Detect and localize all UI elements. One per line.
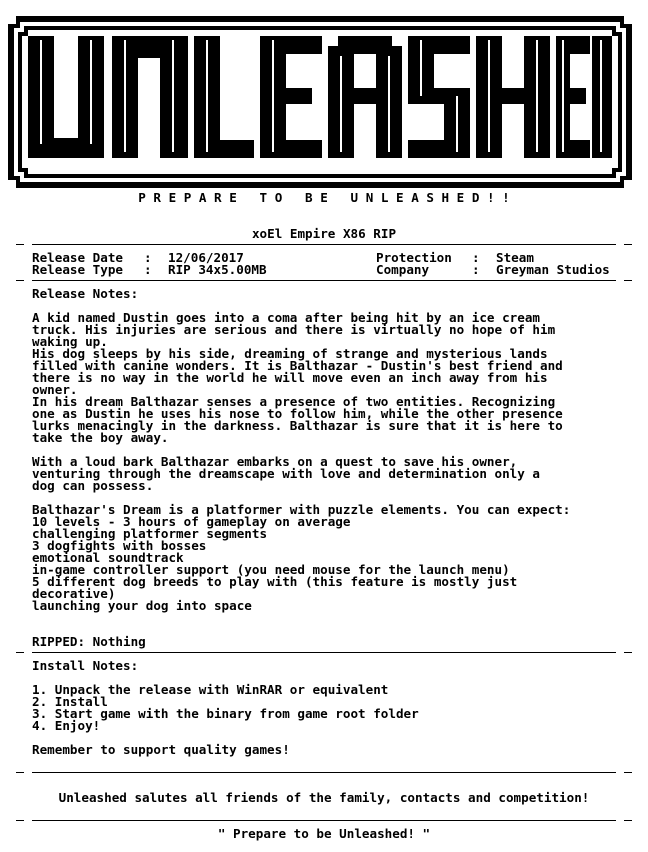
info-sep: : <box>472 262 480 277</box>
release-note-line: waking up. <box>32 334 108 349</box>
rule-right-tick <box>624 772 632 773</box>
release-note-line: dog can possess. <box>32 478 154 493</box>
release-note-line: there is no way in the world he will move even an inch away from his <box>32 370 548 385</box>
install-footer: Remember to support quality games! <box>32 742 290 757</box>
release-note-line: lurks menacingly in the darkness. Balthazar is sure that it is here to <box>32 418 563 433</box>
rule <box>32 820 616 821</box>
release-note-line: take the boy away. <box>32 430 169 445</box>
release-note-line: A kid named Dustin goes into a coma after being hit by an ice cream <box>32 310 540 325</box>
rule-right-tick <box>624 280 632 281</box>
closing-line: " Prepare to be Unleashed! " <box>217 826 431 841</box>
ripped-line: RIPPED: Nothing <box>32 634 146 649</box>
release-note-line: 3 dogfights with bosses <box>32 538 207 553</box>
rule-left-tick <box>16 280 24 281</box>
tagline: P R E P A R E T O B E U N L E A S H E D ! ! <box>138 190 510 205</box>
rule-right-tick <box>624 820 632 821</box>
unleashed-logo <box>8 16 632 188</box>
release-note-line: 10 levels - 3 hours of gameplay on average <box>32 514 351 529</box>
release-notes-heading: Release Notes: <box>32 286 139 301</box>
release-note-line: decorative) <box>32 586 116 601</box>
info-sep: : <box>472 250 480 265</box>
release-date-label: Release Date <box>32 250 123 265</box>
company-value: Greyman Studios <box>496 262 610 277</box>
info-sep: : <box>144 250 152 265</box>
release-note-line: filled with canine wonders. It is Balthazar - Dustin's best friend and <box>32 358 563 373</box>
install-notes-heading: Install Notes: <box>32 658 139 673</box>
release-note-line: 5 different dog breeds to play with (this feature is mostly just <box>32 574 518 589</box>
rule <box>32 280 616 281</box>
protection-label: Protection <box>376 250 452 265</box>
release-note-line: Balthazar's Dream is a platformer with puzzle elements. You can expect: <box>32 502 571 517</box>
rule-right-tick <box>624 244 632 245</box>
rule-left-tick <box>16 652 24 653</box>
release-title: xoEl Empire X86 RIP <box>251 226 397 241</box>
protection-value: Steam <box>496 250 534 265</box>
release-note-line: With a loud bark Balthazar embarks on a quest to save his owner, <box>32 454 518 469</box>
rule-right-tick <box>624 652 632 653</box>
release-note-line: His dog sleeps by his side, dreaming of strange and mysterious lands <box>32 346 548 361</box>
release-note-line: truck. His injuries are serious and there is virtually no hope of him <box>32 322 556 337</box>
release-type-value: RIP 34x5.00MB <box>168 262 267 277</box>
install-step: 2. Install <box>32 694 108 709</box>
release-note-line: in-game controller support (you need mouse for the launch menu) <box>32 562 510 577</box>
install-step: 4. Enjoy! <box>32 718 101 733</box>
company-label: Company <box>376 262 430 277</box>
release-date-value: 12/06/2017 <box>168 250 244 265</box>
salute-line: Unleashed salutes all friends of the family, contacts and competition! <box>58 790 590 805</box>
rule <box>32 652 616 653</box>
release-note-line: venturing through the dreamscape with love and determination only a <box>32 466 540 481</box>
release-note-line: emotional soundtrack <box>32 550 184 565</box>
release-note-line: challenging platformer segments <box>32 526 268 541</box>
install-step: 1. Unpack the release with WinRAR or equivalent <box>32 682 389 697</box>
release-note-line: launching your dog into space <box>32 598 252 613</box>
release-type-label: Release Type <box>32 262 123 277</box>
info-sep: : <box>144 262 152 277</box>
rule <box>32 772 616 773</box>
release-note-line: In his dream Balthazar senses a presence of two entities. Recognizing <box>32 394 556 409</box>
install-step: 3. Start game with the binary from game root folder <box>32 706 419 721</box>
rule-left-tick <box>16 244 24 245</box>
rule-left-tick <box>16 772 24 773</box>
release-note-line: one as Dustin he uses his nose to follow him, while the other presence <box>32 406 563 421</box>
rule <box>32 244 616 245</box>
rule-left-tick <box>16 820 24 821</box>
release-note-line: owner. <box>32 382 78 397</box>
